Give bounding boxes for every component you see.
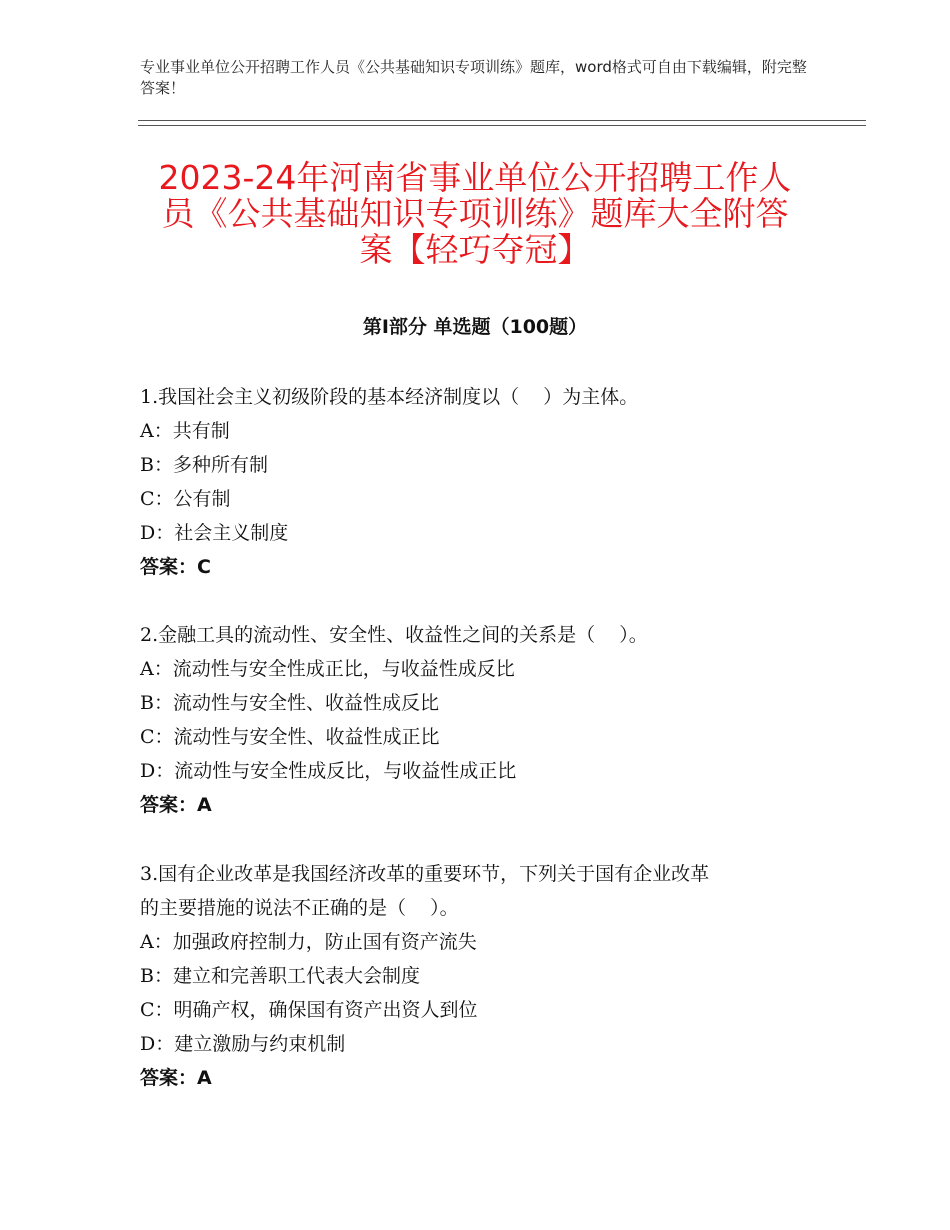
option-b: B：流动性与安全性、收益性成反比 — [140, 692, 439, 714]
header-divider-top — [138, 120, 866, 121]
option-a: A：共有制 — [140, 420, 230, 442]
document-title — [120, 160, 830, 268]
answer: 答案：C — [140, 556, 211, 578]
question-stem: 3.国有企业改革是我国经济改革的重要环节，下列关于国有企业改革 — [140, 863, 710, 885]
question-1 — [140, 380, 820, 584]
option-d: D：社会主义制度 — [140, 522, 289, 544]
title-line: 员《公共基础知识专项训练》题库大全附答 — [161, 194, 789, 233]
option-a: A：流动性与安全性成正比，与收益性成反比 — [140, 658, 515, 680]
question-stem: 1.我国社会主义初级阶段的基本经济制度以（ ）为主体。 — [140, 386, 639, 408]
option-c: C：公有制 — [140, 488, 231, 510]
header-note: 专业事业单位公开招聘工作人员《公共基础知识专项训练》题库，word格式可自由下载编辑，附完整答案！ — [140, 58, 807, 97]
option-c: C：明确产权，确保国有资产出资人到位 — [140, 999, 478, 1021]
question-stem: 2.金融工具的流动性、安全性、收益性之间的关系是（ ）。 — [140, 624, 648, 646]
option-b: B：建立和完善职工代表大会制度 — [140, 965, 420, 987]
answer: 答案：A — [140, 1067, 212, 1089]
question-3 — [140, 857, 820, 1095]
header-divider-bottom — [138, 125, 866, 126]
option-d: D：流动性与安全性成反比，与收益性成正比 — [140, 760, 517, 782]
option-c: C：流动性与安全性、收益性成正比 — [140, 726, 440, 748]
option-b: B：多种所有制 — [140, 454, 268, 476]
section-heading: 第Ⅰ部分 单选题（100题） — [362, 316, 588, 338]
title-line: 2023-24年河南省事业单位公开招聘工作人 — [158, 158, 792, 197]
option-a: A：加强政府控制力，防止国有资产流失 — [140, 931, 477, 953]
question-stem-continued: 的主要措施的说法不正确的是（ ）。 — [140, 897, 459, 919]
option-d: D：建立激励与约束机制 — [140, 1033, 346, 1055]
answer: 答案：A — [140, 794, 212, 816]
question-2 — [140, 618, 820, 822]
title-line: 案【轻巧夺冠】 — [359, 230, 591, 269]
